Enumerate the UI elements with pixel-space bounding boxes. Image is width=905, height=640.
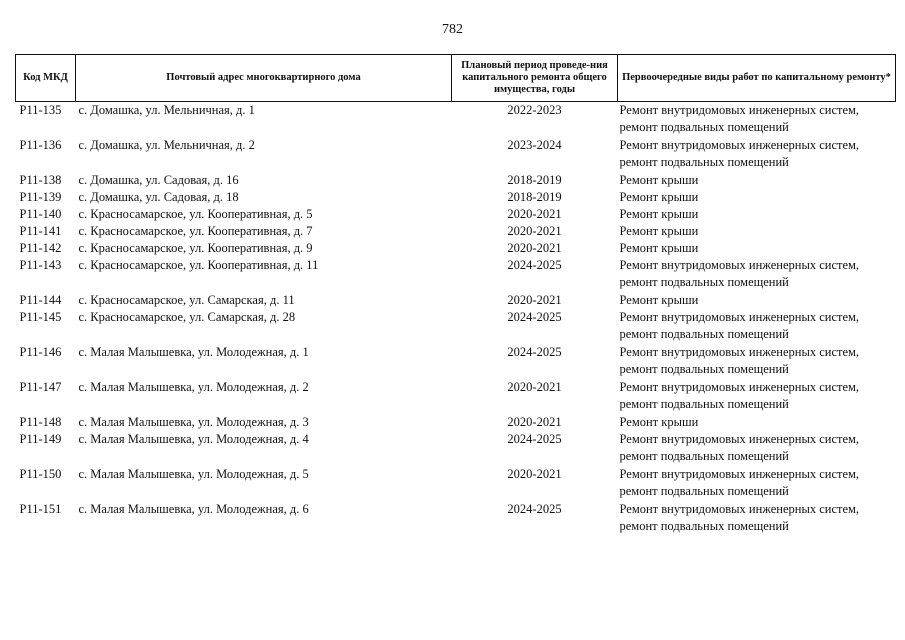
cell-code: Р11-148 [19,415,62,429]
table-row [16,431,896,466]
repair-schedule-table-wrap [15,54,895,536]
cell-code: Р11-145 [19,310,62,324]
cell-code: Р11-142 [19,241,62,255]
cell-code: Р11-146 [19,345,62,359]
cell-period: 2018-2019 [507,173,562,187]
table-row [16,309,896,344]
cell-period: 2018-2019 [507,190,562,204]
cell-address: с. Красносамарское, ул. Самарская, д. 11 [78,293,295,307]
cell-period: 2020-2021 [507,380,562,394]
cell-period: 2020-2021 [507,293,562,307]
cell-works: Ремонт внутридомовых инженерных систем, ремонт подвальных помещений [619,138,860,169]
cell-code: Р11-144 [19,293,62,307]
cell-period: 2024-2025 [507,502,562,516]
table-row [16,137,896,172]
table-row [16,223,896,240]
cell-works: Ремонт внутридомовых инженерных систем, ремонт подвальных помещений [619,432,860,463]
cell-address: с. Домашка, ул. Садовая, д. 16 [78,173,239,187]
page-number: 782 [442,22,463,37]
cell-code: Р11-139 [19,190,62,204]
table-row [16,344,896,379]
cell-works: Ремонт крыши [619,173,699,187]
table-header [16,55,896,102]
table-row [16,414,896,431]
cell-code: Р11-140 [19,207,62,221]
cell-works: Ремонт внутридомовых инженерных систем, ремонт подвальных помещений [619,467,860,498]
cell-address: с. Домашка, ул. Садовая, д. 18 [78,190,239,204]
cell-period: 2020-2021 [507,415,562,429]
cell-address: с. Малая Малышевка, ул. Молодежная, д. 1 [78,345,309,359]
cell-works: Ремонт внутридомовых инженерных систем, ремонт подвальных помещений [619,103,860,134]
cell-code: Р11-136 [19,138,62,152]
table-row [16,172,896,189]
cell-period: 2020-2021 [507,241,562,255]
table-row [16,206,896,223]
cell-address: с. Малая Малышевка, ул. Молодежная, д. 3 [78,415,309,429]
cell-code: Р11-147 [19,380,62,394]
cell-address: с. Красносамарское, ул. Кооперативная, д. 11 [78,258,319,272]
cell-works: Ремонт крыши [619,293,699,307]
cell-address: с. Домашка, ул. Мельничная, д. 2 [78,138,255,152]
cell-address: с. Малая Малышевка, ул. Молодежная, д. 4 [78,432,309,446]
header-period: Плановый период проведе-ния капитального ремонта общего имущества, годы [452,55,618,102]
cell-code: Р11-135 [19,103,62,117]
cell-works: Ремонт крыши [619,207,699,221]
cell-address: с. Красносамарское, ул. Кооперативная, д. 7 [78,224,313,238]
cell-code: Р11-138 [19,173,62,187]
cell-address: с. Малая Малышевка, ул. Молодежная, д. 5 [78,467,309,481]
cell-period: 2024-2025 [507,258,562,272]
cell-period: 2024-2025 [507,345,562,359]
repair-schedule-table [15,54,896,536]
cell-code: Р11-150 [19,467,62,481]
cell-code: Р11-151 [19,502,62,516]
cell-works: Ремонт крыши [619,224,699,238]
cell-period: 2020-2021 [507,467,562,481]
cell-address: с. Малая Малышевка, ул. Молодежная, д. 6 [78,502,309,516]
cell-period: 2020-2021 [507,207,562,221]
table-row [16,189,896,206]
cell-address: с. Красносамарское, ул. Кооперативная, д. 5 [78,207,313,221]
cell-code: Р11-143 [19,258,62,272]
cell-period: 2020-2021 [507,224,562,238]
table-row [16,257,896,292]
table-row [16,240,896,257]
cell-period: 2023-2024 [507,138,562,152]
table-row [16,102,896,138]
header-works: Первоочередные виды работ по капитальному ремонту* [618,55,896,102]
header-row [16,55,896,102]
table-row [16,466,896,501]
cell-period: 2024-2025 [507,432,562,446]
table-body [16,102,896,537]
cell-address: с. Домашка, ул. Мельничная, д. 1 [78,103,255,117]
cell-code: Р11-141 [19,224,62,238]
cell-works: Ремонт крыши [619,415,699,429]
table-row [16,379,896,414]
table-row [16,501,896,536]
cell-works: Ремонт крыши [619,190,699,204]
header-code: Код МКД [16,55,76,102]
cell-works: Ремонт внутридомовых инженерных систем, ремонт подвальных помещений [619,345,860,376]
header-address: Почтовый адрес многоквартирного дома [76,55,452,102]
table-row [16,292,896,309]
cell-works: Ремонт внутридомовых инженерных систем, ремонт подвальных помещений [619,258,860,289]
cell-code: Р11-149 [19,432,62,446]
cell-period: 2022-2023 [507,103,562,117]
cell-works: Ремонт внутридомовых инженерных систем, ремонт подвальных помещений [619,310,860,341]
cell-address: с. Малая Малышевка, ул. Молодежная, д. 2 [78,380,309,394]
cell-period: 2024-2025 [507,310,562,324]
cell-works: Ремонт внутридомовых инженерных систем, ремонт подвальных помещений [619,502,860,533]
cell-address: с. Красносамарское, ул. Самарская, д. 28 [78,310,296,324]
cell-works: Ремонт крыши [619,241,699,255]
cell-works: Ремонт внутридомовых инженерных систем, ремонт подвальных помещений [619,380,860,411]
cell-address: с. Красносамарское, ул. Кооперативная, д. 9 [78,241,313,255]
